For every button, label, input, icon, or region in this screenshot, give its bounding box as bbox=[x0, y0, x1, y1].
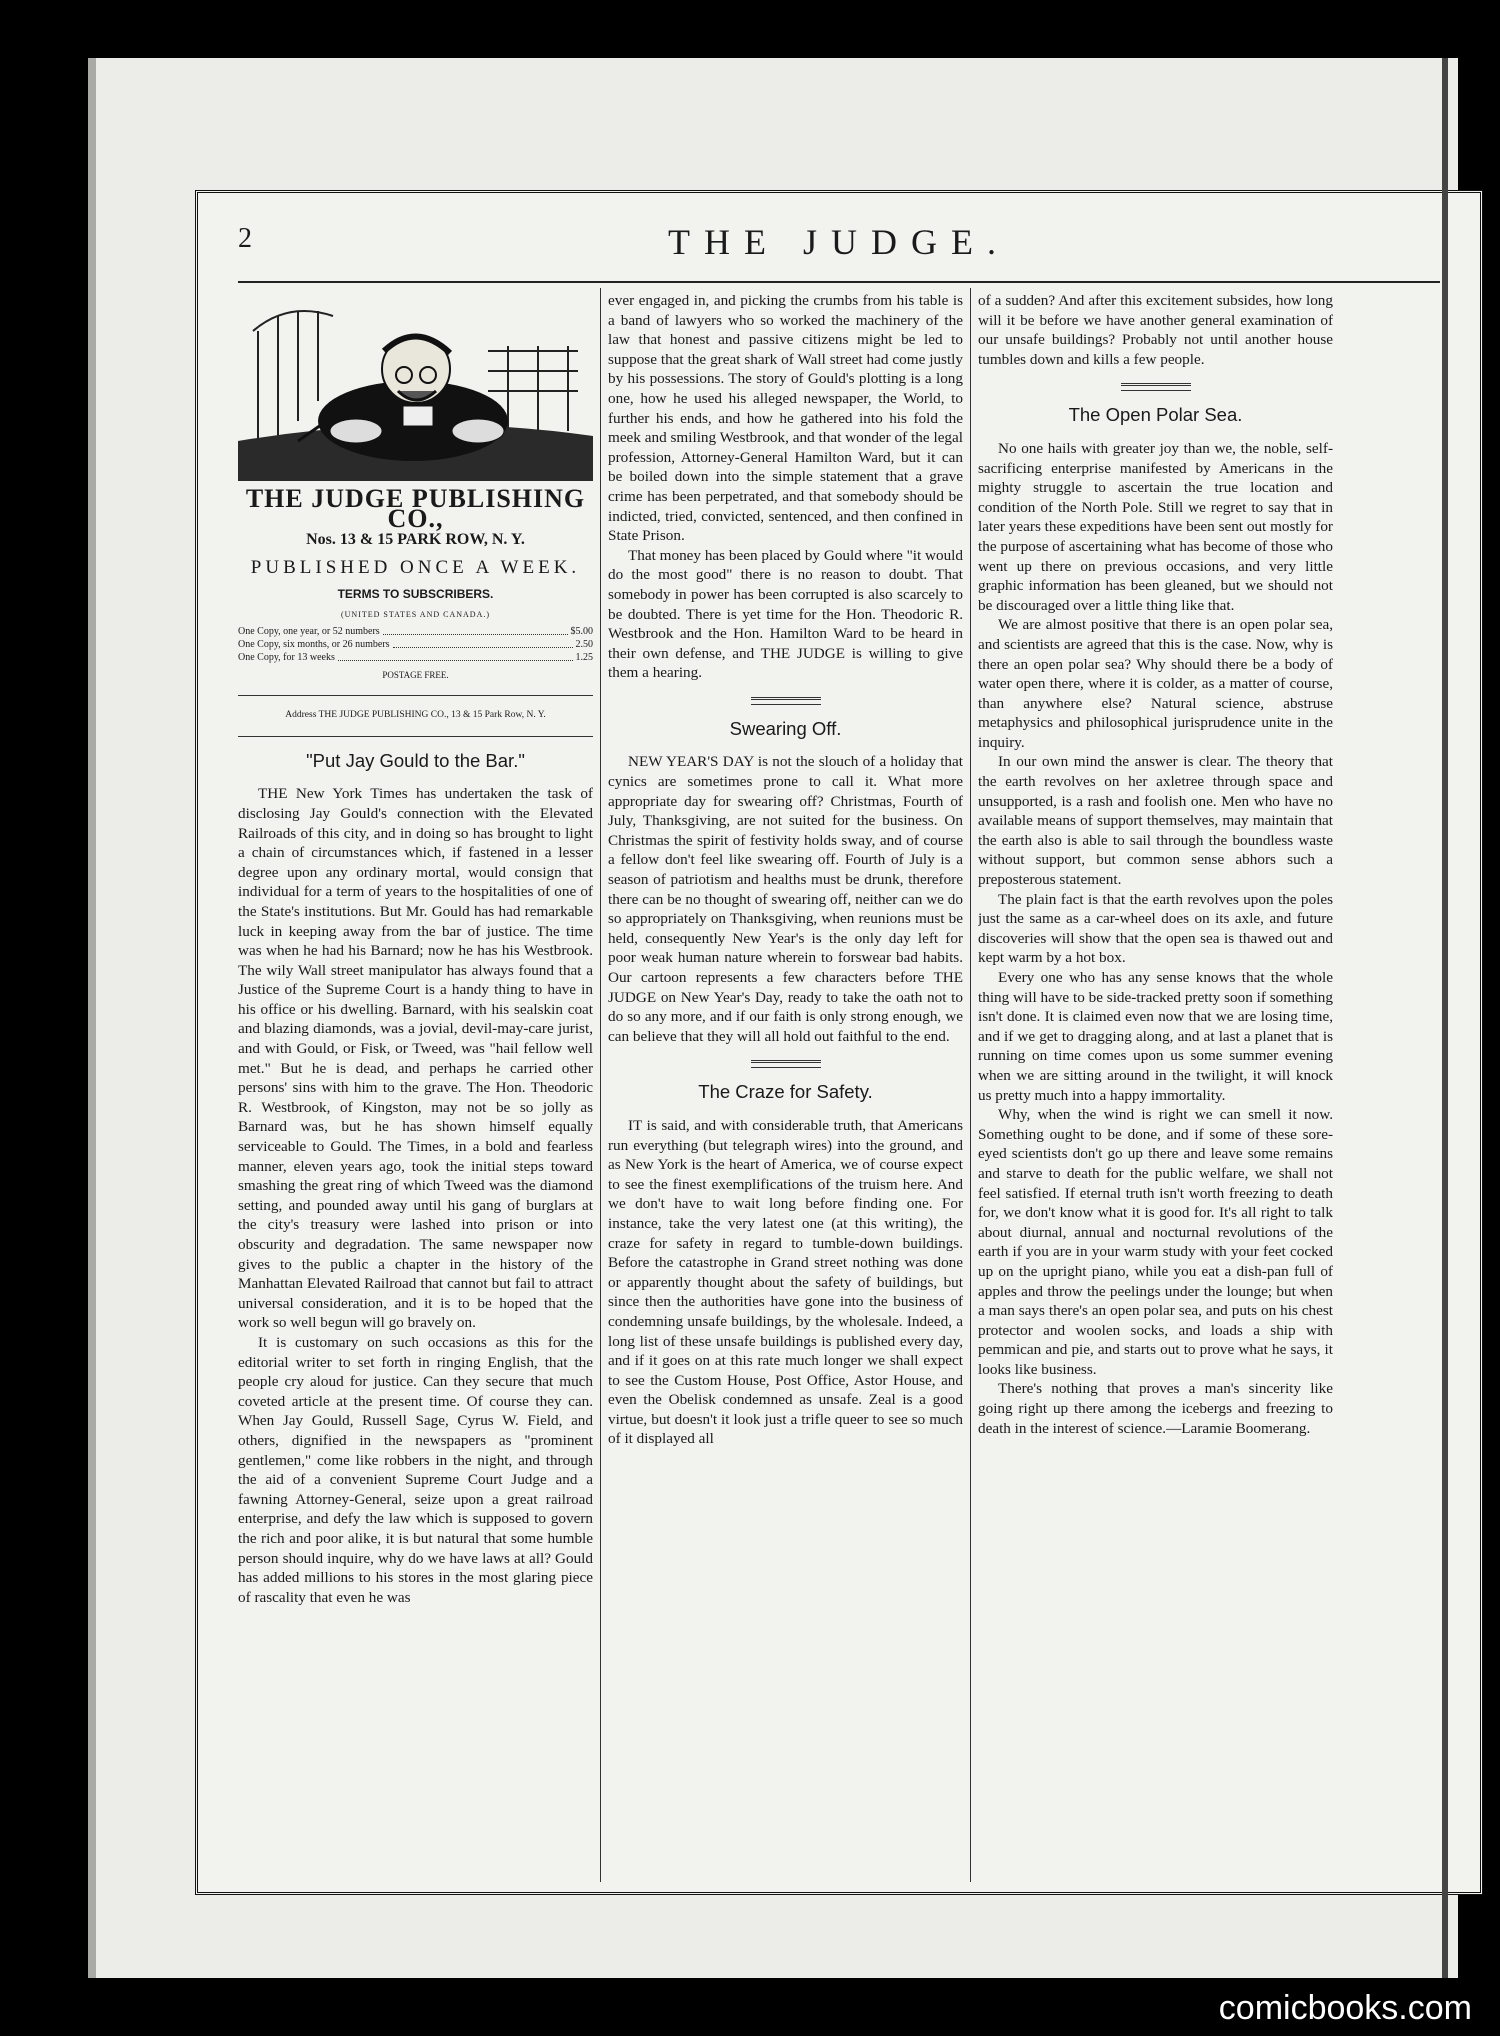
rate-price: $5.00 bbox=[570, 625, 593, 637]
article-paragraph: It is customary on such occasions as this for the editorial writer to set forth in ringing English, that the people cry aloud for justice. Can they secure that much coveted article at the present time. Of course they can. When Jay Gould, Russell Sage, Cyrus W. Field, and others, dignified in the newspapers as "prominent gentlemen," come like robbers in the night, and through the aid of a convenient Supreme Court Judge and a fawning Attorney-General, seize upon a great railroad enterprise, and defy the law which is supposed to govern the rich and poor alike, it is but natural that some humble person should inquire, why do we have laws at all? Gould has added millions to his stores in the most glaring piece of rascality that even he was bbox=[238, 1333, 593, 1606]
masthead: THE JUDGE. bbox=[668, 222, 1010, 262]
column-2 bbox=[608, 291, 963, 1880]
article-paragraph: We are almost positive that there is an open polar sea, and scientists are agreed that this is the case. Now, why is there an open polar sea? Why should there be a body of water open there, where it is colder, as a matter of course, than anywhere else? Natural science, abstruse metaphysics and philosophical jurisprudence unite in the inquiry. bbox=[978, 616, 1333, 751]
publisher-block bbox=[238, 484, 593, 737]
article-title-gould: "Put Jay Gould to the Bar." bbox=[306, 749, 525, 771]
rate-row bbox=[238, 625, 593, 638]
publisher-address-line: Address THE JUDGE PUBLISHING CO., 13 & 15 Park Row, N. Y. bbox=[285, 710, 546, 721]
section-ornament bbox=[751, 1060, 821, 1068]
rate-price: 2.50 bbox=[575, 638, 593, 650]
rate-row bbox=[238, 638, 593, 651]
rate-label: One Copy, one year, or 52 numbers bbox=[238, 625, 380, 637]
page-edge bbox=[1442, 58, 1448, 1978]
article-title-swearing: Swearing Off. bbox=[729, 717, 842, 739]
section-ornament bbox=[1121, 383, 1191, 391]
article-paragraph: The plain fact is that the earth revolves upon the poles just the same as a car-wheel does on its axle, and future discoveries will show that the open sea is thawed out and kept warm by a hot box. bbox=[978, 890, 1333, 967]
postage-note: POSTAGE FREE. bbox=[382, 669, 449, 680]
judge-engraving-icon bbox=[238, 291, 593, 481]
header-rule bbox=[238, 281, 1440, 283]
divider bbox=[238, 736, 593, 737]
rate-label: One Copy, for 13 weeks bbox=[238, 651, 335, 663]
column-rule-2 bbox=[970, 288, 971, 1882]
publisher-name: THE JUDGE PUBLISHING CO., bbox=[245, 484, 586, 533]
article-paragraph: NEW YEAR'S DAY is not the slouch of a holiday that cynics are sometimes prone to call it. What more appropriate day for swearing off? Christmas, Fourth of July, Thanksgiving, are not suited for the business. On Christmas the spirit of festivity holds sway, and of course a fellow don't feel like swearing off. Fourth of July is a season of patriotism and healths must be drunk, therefore there can be no thought of swearing off, neither can we do so appropriately on Thanksgiving, when reunions must be held, consequently New Year's is the only day left for poor weak human nature wherein to forswear bad habits. Our cartoon represents a few characters before THE JUDGE on New Year's Day, ready to take the oath not to do so any more, and if our faith is only strong enough, we can believe that they will all hold out faithful to the end. bbox=[608, 753, 963, 1045]
page-number: 2 bbox=[238, 223, 252, 254]
judge-illustration bbox=[238, 291, 593, 481]
terms-title: TERMS TO SUBSCRIBERS. bbox=[337, 587, 494, 602]
column-rule-1 bbox=[600, 288, 601, 1882]
article-paragraph: Why, when the wind is right we can smell it now. Something ought to be done, and if some of these sore-eyed scientists don't go up there and leave some remains and starve to death for the public welfare, we shall not feel satisfied. If eternal truth isn't worth freezing to death for, we don't know what it is good for. It's all right to talk about diurnal, annual and nocturnal revolutions of the earth if you are in your warm study with your feet cocked up on the upright piano, while you eat a dish-pan full of apples and throw the peelings under the lounge; but when a man says there's an open polar sea, and puts on his chest protector and woolen socks, and loads a ship with pemmican and pie, and starts out to prove what he says, it looks like business. bbox=[978, 1106, 1333, 1378]
publisher-address: Nos. 13 & 15 PARK ROW, N. Y. bbox=[306, 531, 525, 549]
article-paragraph: In our own mind the answer is clear. The theory that the earth revolves on her axletree through space and unsupported, is a rash and foolish one. Men who have no available means of support themselves, may maintain that the earth also is able to sail through the boundless waste without support, but common sense abhors such a preposterous statement. bbox=[978, 753, 1333, 889]
article-paragraph: of a sudden? And after this excitement subsides, how long will it be before we have another general examination of our unsafe buildings? Probably not until another house tumbles down and kills a few people. bbox=[978, 292, 1333, 368]
divider bbox=[238, 695, 593, 696]
terms-subtitle: (UNITED STATES AND CANADA.) bbox=[340, 609, 491, 619]
page-shadow bbox=[88, 58, 96, 1978]
page-frame bbox=[195, 190, 1483, 1895]
article-paragraph: IT is said, and with considerable truth, that Americans run everything (but telegraph wires) into the ground, and as New York is the heart of America, we of course expect to see the finest exemplifications of the truism here. And we don't have to wait long before finding one. For instance, take the very latest one (at this writing), the craze for safety in regard to tumble-down buildings. Before the catastrophe in Grand street nothing was done or apparently thought about the safety of buildings, but since then the authorities have gone into the business of condemning unsafe buildings, by the wholesale. Indeed, a long list of these unsafe buildings is published every day, and if it goes on at this rate much longer we shall expect to see the Custom House, Post Office, Astor House, and even the Obelisk condemned as unsafe. Zeal is a good virtue, but doesn't it look just a trifle queer to see so much of it displayed all bbox=[608, 1116, 963, 1448]
section-ornament bbox=[751, 697, 821, 705]
rate-label: One Copy, six months, or 26 numbers bbox=[238, 638, 390, 650]
article-paragraph: Every one who has any sense knows that the whole thing will have to be side-tracked pretty soon if something isn't done. It is claimed even now that we are losing time, and if we get to dragging along, and at last a planet that is running on time comes upon us some summer evening when we are sitting around in the twilight, it will knock us pretty much into a happy immortality. bbox=[978, 969, 1333, 1104]
article-paragraph: There's nothing that proves a man's sincerity like going right up there among the icebergs and freezing to death in the interest of science.—Laramie Boomerang. bbox=[978, 1380, 1333, 1437]
article-paragraph: THE New York Times has undertaken the task of disclosing Jay Gould's connection with the Elevated Railroads of this city, and in doing so has brought to light a chain of circumstances which, if fastened in a lesser degree upon any ordinary mortal, would consign that individual for a term of years to the hospitalities of one of the State's institutions. But Mr. Gould has had remarkable luck in keeping away from the bar of justice. The time was when he had his Barnard; now he has his Westbrook. The wily Wall street manipulator has always found that a Justice of the Supreme Court is a handy thing to have in his office or his dwelling. Barnard, with his sealskin coat and blazing diamonds, was a jovial, devil-may-care jurist, and with Gould, or Fisk, or Tweed, was "hail fellow well met." But he is dead, and perhaps he carried other persons' sins with him to the grave. The Hon. Theodoric R. Westbrook, of Kingston, may not be so jolly as Barnard was, but he has shown himself equally serviceable to Gould. The Times, in a bold and fearless manner, eleven years ago, took the initial steps toward smashing the great ring of which Tweed was the diamond setting, and pounded away until his gang of burglars at the city's treasury were lashed into prison or into obscurity and degradation. The same newspaper now gives to the public a chapter in the history of the Manhattan Elevated Railroad that cannot but fail to attract universal consideration, and it is to be hoped that the work so well begun will go bravely on. bbox=[238, 785, 593, 1332]
article-title-safety: The Craze for Safety. bbox=[698, 1081, 873, 1103]
column-3 bbox=[978, 291, 1333, 1880]
article-paragraph: That money has been placed by Gould where "it would do the most good" there is no reason to doubt. That somebody in power has been corrupted is also scarcely to be doubted. There is yet time for the Hon. Theodoric R. Westbrook and the Hon. Hamilton Ward to be heard in their own defense, and THE JUDGE is willing to give them a hearing. bbox=[608, 546, 963, 682]
article-title-polar: The Open Polar Sea. bbox=[1068, 404, 1243, 426]
page-header bbox=[198, 193, 1480, 288]
rate-row bbox=[238, 651, 593, 664]
rate-price: 1.25 bbox=[575, 651, 593, 663]
column-1 bbox=[238, 291, 593, 1880]
publication-frequency: PUBLISHED ONCE A WEEK. bbox=[250, 556, 581, 578]
watermark: comicbooks.com bbox=[1218, 1989, 1472, 2027]
article-paragraph: ever engaged in, and picking the crumbs from his table is a band of lawyers who so worked the machinery of the law that honest and passive citizens might be led to suppose that the great shark of Wall street had come justly by his possessions. The story of Gould's plotting is a long one, how he used his alleged newspaper, the World, to further his ends, and how he gathered into his fold the meek and smiling Westbrook, and that wonder of the legal profession, Attorney-General Hamilton Ward, but it can be boiled down into the simple statement that a grave crime has been perpetrated, and that somebody should be indicted, tried, convicted, sentenced, and then confined in State Prison. bbox=[608, 292, 963, 545]
article-paragraph: No one hails with greater joy than we, the noble, self-sacrificing enterprise manifested by Americans in the mighty struggle to ascertain the true location and condition of the North Pole. Still we regret to say that in later years these expeditions have been sent out mostly for the purpose of ascertaining what has become of those who went up there on previous occasions, and very little graphic information has been gleaned, but we should not be discouraged over a little thing like that. bbox=[978, 439, 1333, 614]
